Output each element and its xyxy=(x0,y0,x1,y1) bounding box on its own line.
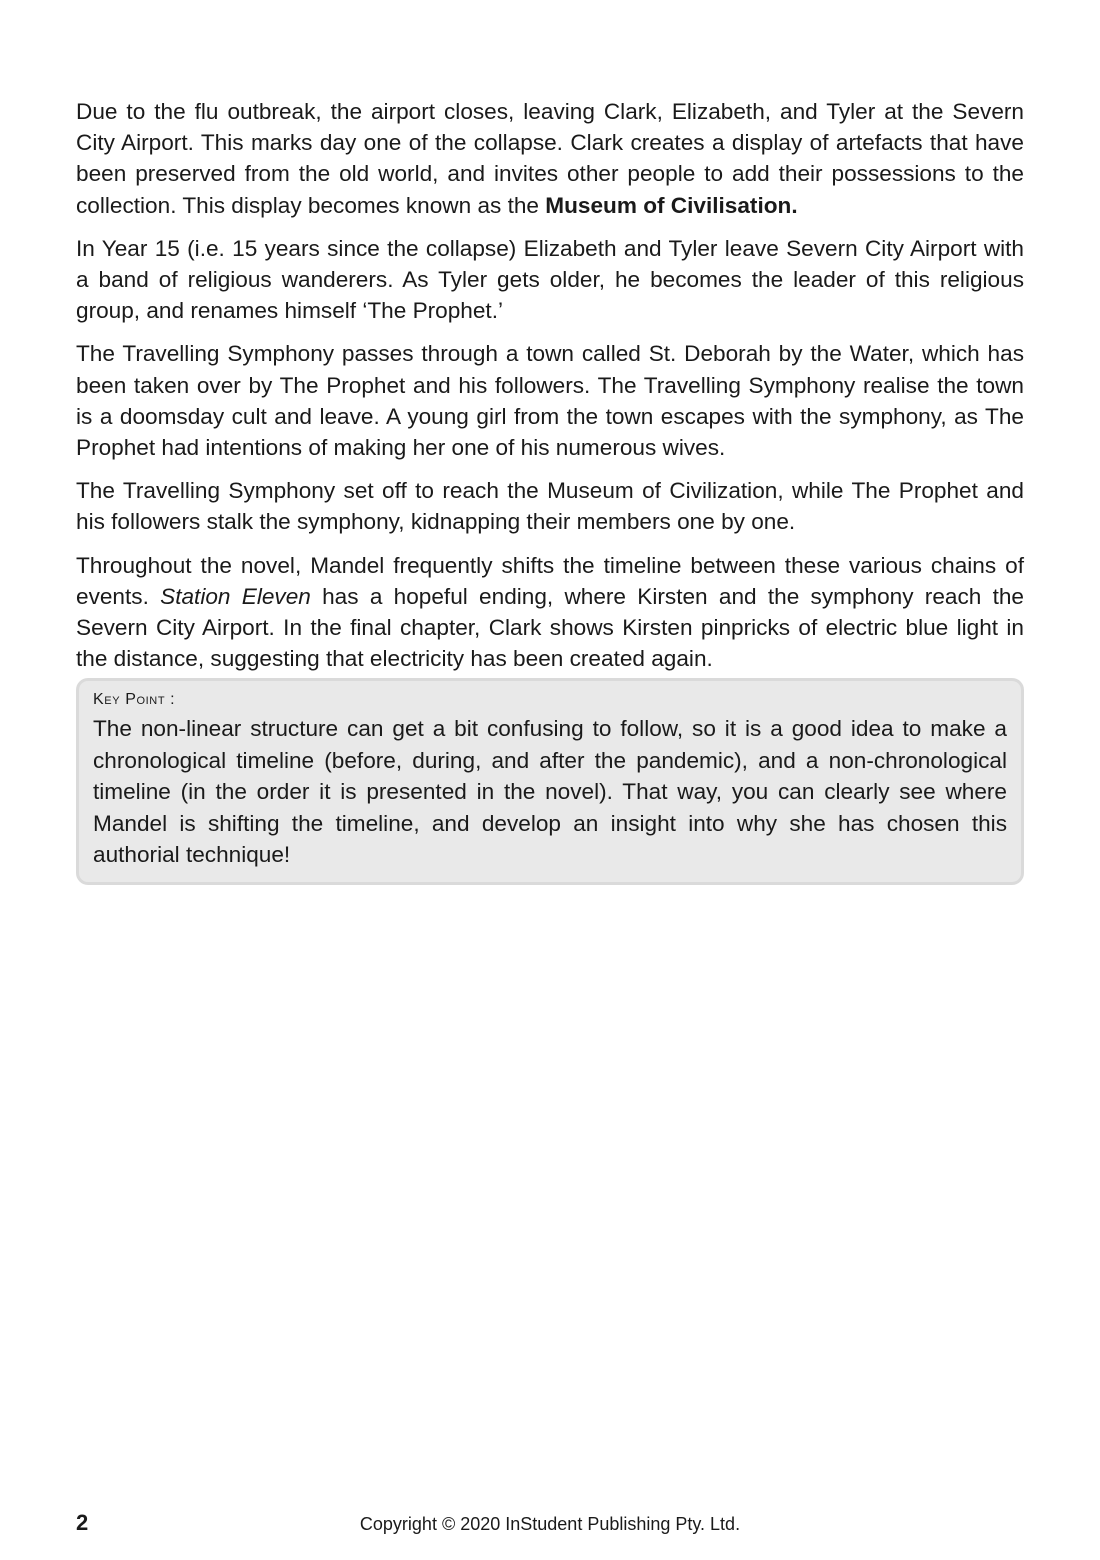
paragraph-airport-closes xyxy=(76,96,1024,221)
paragraph-text: Throughout the novel, Mandel frequently shifts the timeline between these various chains of events. xyxy=(76,552,1024,609)
paragraph-timeline-shifts xyxy=(76,550,1024,675)
page-body xyxy=(76,96,1024,885)
museum-of-civilisation-bold: Museum of Civilisation. xyxy=(545,192,798,218)
paragraph-museum-journey: The Travelling Symphony set off to reach the Museum of Civilization, while The Prophet and his followers stalk the symphony, kidnapping their members one by one. xyxy=(76,478,1024,535)
copyright-notice: Copyright © 2020 InStudent Publishing Pty. Ltd. xyxy=(359,1514,741,1534)
station-eleven-italic: Station Eleven xyxy=(160,583,311,609)
paragraph-st-deborah: The Travelling Symphony passes through a town called St. Deborah by the Water, which has been taken over by The Prophet and his followers. The Travelling Symphony realise the town is a doomsday cult and leave. A young girl from the town escapes with the symphony, as The Prophet had intentions of making her one of his numerous wives. xyxy=(76,341,1024,461)
page-number: 2 xyxy=(76,1510,89,1535)
paragraph-text: has a hopeful ending, where Kirsten and the symphony reach the Severn City Airport. In the final chapter, Clark shows Kirsten pinpricks of electric blue light in the distance, suggesting that electricity has been created again. xyxy=(76,583,1024,672)
key-point-text: The non-linear structure can get a bit confusing to follow, so it is a good idea to make a chronological timeline (before, during, and after the pandemic), and a non-chronological timeline (in the order it is presented in the novel). That way, you can clearly see where Mandel is shifting the timeline, and develop an insight into why she has chosen this authorial technique! xyxy=(93,716,1007,868)
key-point-box xyxy=(76,678,1024,885)
key-point-label: Key Point : xyxy=(93,691,176,709)
paragraph-year-15: In Year 15 (i.e. 15 years since the collapse) Elizabeth and Tyler leave Severn City Airport with a band of religious wanderers. As Tyler gets older, he becomes the leader of this religious group, and renames himself ‘The Prophet.’ xyxy=(76,235,1024,324)
paragraph-text: Due to the flu outbreak, the airport closes, leaving Clark, Elizabeth, and Tyler at the Severn City Airport. This marks day one of the collapse. Clark creates a display of artefacts that have been preserved from the old world, and invites other people to add their possessions to the collection. This display becomes known as the xyxy=(76,99,1024,218)
page-footer xyxy=(76,1510,1024,1540)
